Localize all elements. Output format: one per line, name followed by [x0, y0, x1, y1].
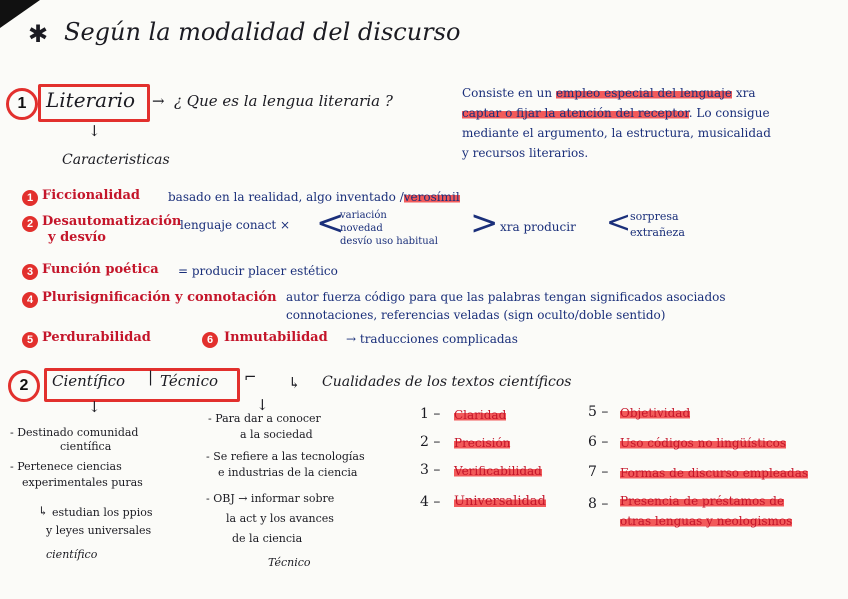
item-2-number: 2	[22, 216, 38, 232]
item-4-desc: autor fuerza código para que las palabras tengan significados asociados	[286, 290, 726, 304]
question-text: ¿ Que es la lengua literaria ?	[174, 92, 393, 110]
brace-item: novedad	[340, 223, 383, 234]
cualidad-label-line2: otras lenguas y neologismos	[620, 514, 793, 528]
tecnico-note: Técnico	[268, 556, 311, 569]
section-1-number: 1	[6, 88, 38, 120]
cientifico-note: científica	[60, 440, 112, 453]
item-2-desc: lenguaje conact ×	[180, 218, 291, 232]
item-4-desc2: connotaciones, referencias veladas (sign oculto/doble sentido)	[286, 308, 666, 322]
cualidad-number: 1 –	[420, 406, 441, 422]
cualidad-label: Presencia de préstamos de	[620, 494, 785, 508]
arrow-right-icon: ↳	[288, 374, 301, 392]
brace-open-icon: <	[316, 203, 345, 243]
arrow-down-icon: ↓	[88, 398, 101, 416]
item-1-number: 1	[22, 190, 38, 206]
section-2-title-a: Científico	[52, 372, 126, 390]
cualidad-label: Uso códigos no lingüísticos	[620, 436, 786, 450]
arrow-down-icon: ↓	[256, 396, 269, 414]
item-2-desc2: xra producir	[500, 220, 576, 234]
item-1-name: Ficcionalidad	[42, 188, 140, 203]
cualidad-label: Universalidad	[454, 494, 546, 509]
cualidad-number: 3 –	[420, 462, 441, 478]
answer-line-2: captar o fijar la atención del receptor. Lo consigue	[462, 106, 770, 120]
cientifico-note: - Destinado comunidad	[10, 426, 139, 439]
cientifico-note: y leyes universales	[46, 524, 152, 537]
item-5-name: Perdurabilidad	[42, 330, 151, 345]
cientifico-note: científico	[46, 548, 98, 561]
cientifico-note: experimentales puras	[22, 476, 143, 489]
section-1-title: Literario	[46, 88, 136, 112]
cualidad-label: Objetividad	[620, 406, 691, 420]
cualidad-label: Formas de discurso empleadas	[620, 466, 809, 480]
item-3-name: Función poética	[42, 262, 159, 277]
item-3-desc: = producir placer estético	[178, 264, 338, 278]
item-6-name: Inmutabilidad	[224, 330, 328, 345]
page-title: Según la modalidad del discurso	[64, 18, 461, 46]
item-4-number: 4	[22, 292, 38, 308]
separator: |	[148, 368, 154, 386]
cualidad-number: 2 –	[420, 434, 441, 450]
answer-line-3: mediante el argumento, la estructura, musicalidad	[462, 126, 771, 140]
item-5-number: 5	[22, 332, 38, 348]
caracteristicas-label: Caracteristicas	[62, 152, 170, 168]
cualidad-label: Verificabilidad	[454, 464, 542, 478]
arrow-down-icon: ↓	[88, 122, 101, 140]
tecnico-note: - Se refiere a las tecnologías	[206, 450, 365, 463]
item-1-desc: basado en la realidad, algo inventado /verosímil	[168, 190, 460, 204]
cualidad-number: 8 –	[588, 496, 609, 512]
cualidad-number: 6 –	[588, 434, 609, 450]
cualidad-number: 4 –	[420, 494, 441, 510]
item-6-number: 6	[202, 332, 218, 348]
item-3-number: 3	[22, 264, 38, 280]
item-2-name-line2: y desvío	[48, 230, 106, 245]
brace-item: desvío uso habitual	[340, 236, 438, 247]
tecnico-note: - OBJ → informar sobre	[206, 492, 335, 505]
item-2-name: Desautomatización	[42, 214, 182, 229]
tecnico-note: - Para dar a conocer	[208, 412, 321, 425]
item-4-name: Plurisignificación y connotación	[42, 290, 277, 305]
brace-open-icon: <	[606, 205, 632, 240]
brace-item: variación	[340, 210, 387, 221]
brace-item: extrañeza	[630, 226, 685, 239]
corner-arrow-icon: ⌐	[244, 368, 257, 386]
cualidad-number: 7 –	[588, 464, 609, 480]
cualidad-label: Claridad	[454, 408, 507, 422]
answer-line-4: y recursos literarios.	[462, 146, 589, 160]
cualidad-number: 5 –	[588, 404, 609, 420]
item-6-desc: → traducciones complicadas	[346, 332, 518, 346]
cientifico-note: - Pertenece ciencias	[10, 460, 122, 473]
cualidad-label: Precisión	[454, 436, 511, 450]
tecnico-note: a la sociedad	[240, 428, 313, 441]
arrow-icon: ↳	[38, 504, 49, 518]
section-2-number: 2	[8, 370, 40, 402]
asterisk-icon: ✱	[28, 20, 49, 48]
brace-close-icon: >	[470, 203, 499, 243]
answer-line-1: Consiste en un empleo especial del lenguaje xra	[462, 86, 756, 100]
tecnico-note: e industrias de la ciencia	[218, 466, 358, 479]
brace-item: sorpresa	[630, 210, 679, 223]
arrow-right-icon: →	[152, 92, 165, 110]
tecnico-note: de la ciencia	[232, 532, 303, 545]
tecnico-note: la act y los avances	[226, 512, 334, 525]
section-2-title-b: Técnico	[160, 372, 219, 390]
cualidades-label: Cualidades de los textos científicos	[322, 374, 572, 390]
cientifico-note: estudian los ppios	[52, 506, 153, 519]
